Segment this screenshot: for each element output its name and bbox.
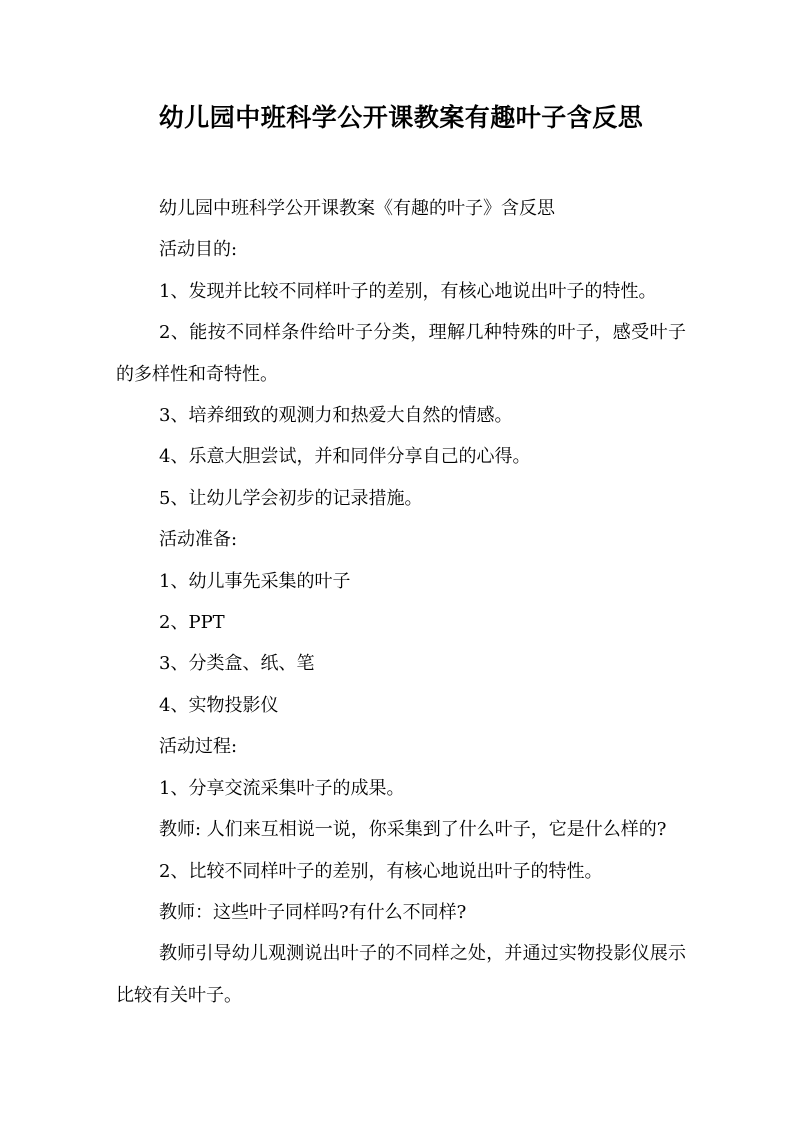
section-heading: 活动准备:	[159, 529, 238, 551]
paragraph: 教师：这些叶子同样吗?有什么不同样?	[159, 901, 467, 923]
list-item: 4、乐意大胆尝试，并和同伴分享自己的心得。	[159, 446, 531, 468]
list-item: 3、培养细致的观测力和热爱大自然的情感。	[159, 405, 513, 427]
document-body	[116, 188, 686, 1016]
list-item: 1、幼儿事先采集的叶子	[159, 570, 351, 592]
list-item: 2、比较不同样叶子的差别，有核心地说出叶子的特性。	[159, 860, 603, 882]
list-item: 3、分类盒、纸、笔	[159, 653, 315, 675]
list-item: 2、能按不同样条件给叶子分类，理解几种特殊的叶子，感受叶子的多样性和奇特性。	[116, 322, 686, 385]
document-title: 幼儿园中班科学公开课教案有趣叶子含反思	[158, 103, 644, 132]
list-item: 1、分享交流采集叶子的成果。	[159, 777, 405, 799]
list-item: 5、让幼儿学会初步的记录措施。	[159, 487, 423, 509]
paragraph: 幼儿园中班科学公开课教案《有趣的叶子》含反思	[159, 198, 555, 219]
section-heading: 活动目的:	[159, 239, 238, 261]
list-item: 4、实物投影仪	[159, 694, 279, 716]
paragraph: 教师引导幼儿观测说出叶子的不同样之处，并通过实物投影仪展示比较有关叶子。	[116, 943, 686, 1006]
section-heading: 活动过程:	[159, 736, 238, 758]
list-item: 2、PPT	[159, 612, 225, 634]
list-item: 1、发现并比较不同样叶子的差别，有核心地说出叶子的特性。	[159, 280, 657, 302]
paragraph: 教师: 人们来互相说一说，你采集到了什么叶子，它是什么样的?	[159, 819, 667, 841]
